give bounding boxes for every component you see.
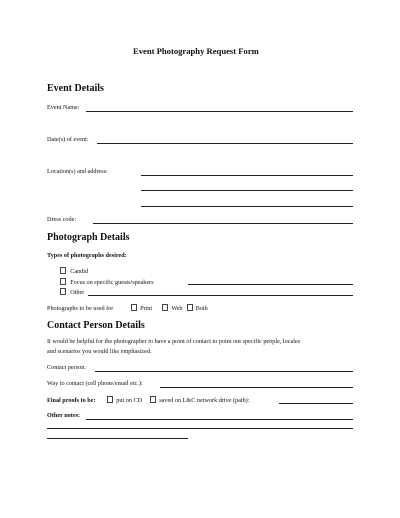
- dates-label: Date(s) of event:: [47, 136, 89, 143]
- location-label: Location(s) and address:: [47, 168, 108, 175]
- photograph-details-heading: Photograph Details: [47, 232, 130, 243]
- location-field-line-1[interactable]: [141, 175, 353, 176]
- checkbox-icon[interactable]: [162, 304, 168, 311]
- other-notes-field-line-1[interactable]: [86, 419, 353, 420]
- other-notes-field-line-3[interactable]: [47, 438, 188, 439]
- used-for-row: [47, 304, 218, 312]
- contact-intro-line-2: and scenarios you would like emphasized.: [47, 348, 152, 355]
- way-to-contact-label: Way to contact (cell phone/email etc.):: [47, 380, 143, 387]
- event-name-label: Event Name:: [47, 104, 80, 111]
- checkbox-icon[interactable]: [60, 267, 66, 274]
- location-field-line-3[interactable]: [141, 206, 353, 207]
- event-details-heading: Event Details: [47, 83, 104, 94]
- used-for-web-option[interactable]: Web: [162, 304, 182, 312]
- checkbox-icon[interactable]: [150, 396, 156, 403]
- contact-person-field[interactable]: [95, 371, 353, 372]
- type-option-label: Candid: [70, 268, 89, 275]
- checkbox-icon[interactable]: [187, 304, 193, 311]
- focus-field[interactable]: [188, 284, 353, 285]
- event-name-field[interactable]: [86, 111, 353, 112]
- location-field-line-2[interactable]: [141, 190, 353, 191]
- final-proofs-label: Final proofs to be:: [47, 397, 96, 404]
- type-option-other[interactable]: [60, 288, 84, 296]
- other-notes-label: Other notes:: [47, 412, 81, 419]
- used-for-both-option[interactable]: Both: [187, 304, 208, 312]
- way-to-contact-field[interactable]: [160, 387, 353, 388]
- types-label: Types of photographs desired:: [47, 252, 127, 259]
- other-notes-field-line-2[interactable]: [47, 428, 353, 429]
- proof-option-cd[interactable]: put on CD: [107, 396, 142, 404]
- type-option-label: Focus on specific guests/speakers: [70, 279, 154, 286]
- final-proofs-row: [47, 396, 249, 404]
- checkbox-icon[interactable]: [107, 396, 113, 403]
- network-path-field[interactable]: [279, 403, 353, 404]
- contact-details-heading: Contact Person Details: [47, 320, 145, 331]
- checkbox-icon[interactable]: [60, 278, 66, 285]
- form-title: Event Photography Request Form: [133, 46, 259, 56]
- checkbox-icon[interactable]: [131, 304, 137, 311]
- dress-code-field[interactable]: [93, 223, 353, 224]
- other-field[interactable]: [88, 295, 353, 296]
- used-for-label: Photographs to be used for: [47, 305, 114, 312]
- proof-option-network-drive[interactable]: saved on L&C network drive (path):: [150, 396, 249, 404]
- contact-intro-line-1: It would be helpful for the photographer to have a point of contact to point out specific people, locales: [47, 338, 301, 345]
- used-for-print-option[interactable]: Print: [131, 304, 152, 312]
- type-option-label: Other: [70, 289, 85, 296]
- type-option-candid[interactable]: [60, 267, 88, 275]
- contact-person-label: Contact person:: [47, 364, 87, 371]
- checkbox-icon[interactable]: [60, 288, 66, 295]
- type-option-focus[interactable]: [60, 278, 154, 286]
- dates-field[interactable]: [97, 143, 353, 144]
- dress-code-label: Dress code:: [47, 216, 77, 223]
